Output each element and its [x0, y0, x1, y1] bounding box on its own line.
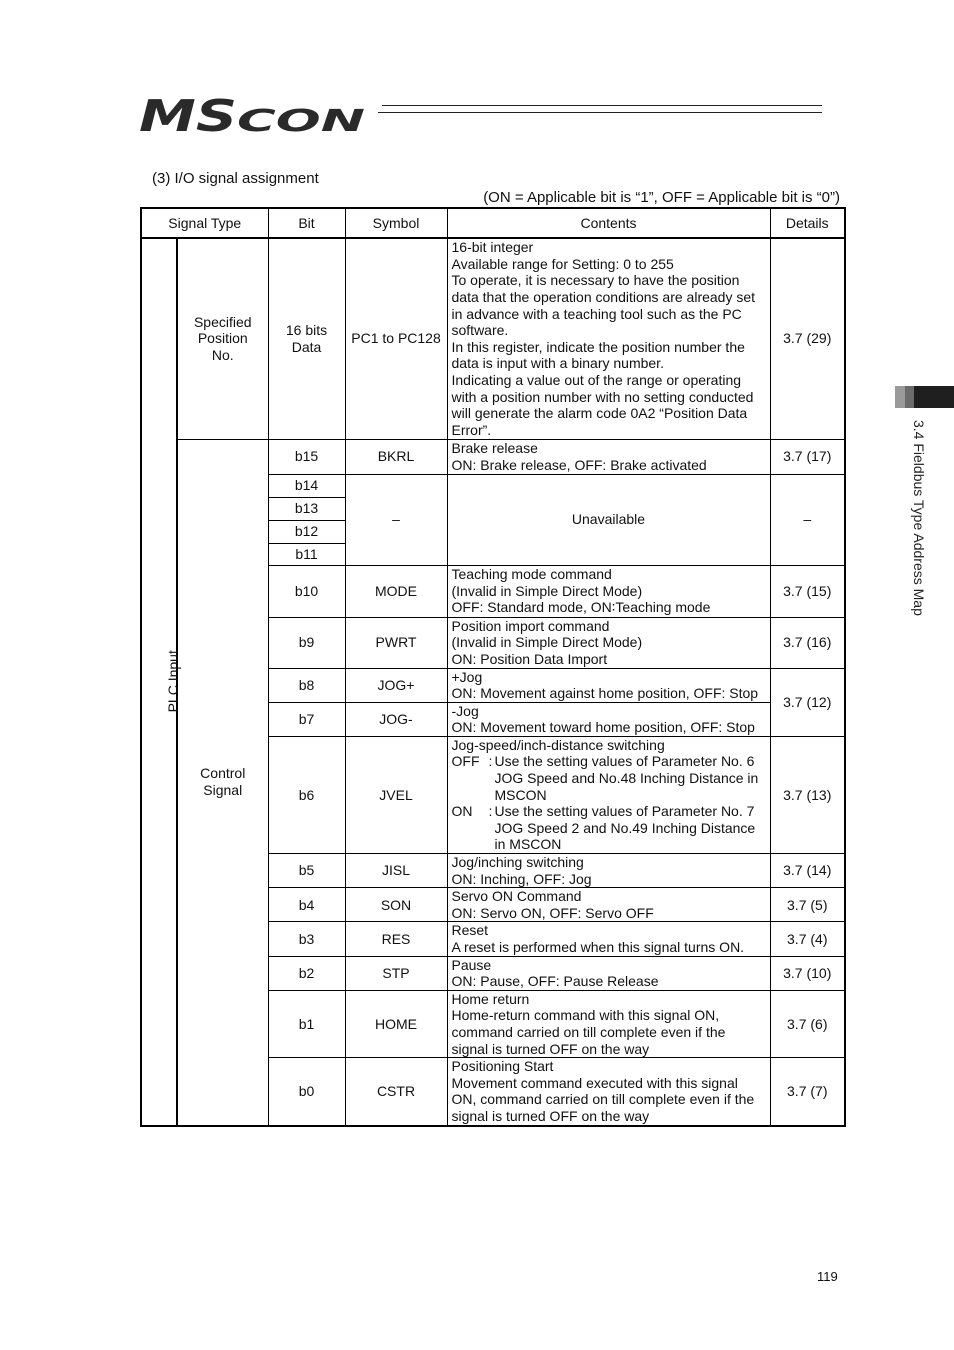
- legend-note: (ON = Applicable bit is “1”, OFF = Applicable bit is “0”): [483, 189, 840, 206]
- header-signal-type: Signal Type: [141, 208, 268, 238]
- symbol-cell: MODE: [345, 565, 447, 617]
- bit-cell: b2: [268, 956, 345, 990]
- contents-cell: Reset A reset is performed when this signal turns ON.: [447, 922, 770, 956]
- contents-cell: -Jog ON: Movement toward home position, OFF: Stop: [447, 702, 770, 736]
- chapter-tab-label: 3.4 Fieldbus Type Address Map: [911, 420, 927, 616]
- symbol-cell: JOG-: [345, 702, 447, 736]
- svg-text:CON: CON: [237, 104, 365, 136]
- details-cell: 3.7 (29): [770, 238, 845, 439]
- symbol-cell: CSTR: [345, 1058, 447, 1126]
- details-cell: 3.7 (17): [770, 439, 845, 474]
- details-cell: 3.7 (16): [770, 617, 845, 668]
- contents-cell: Teaching mode command (Invalid in Simple Direct Mode) OFF: Standard mode, ON∶Teaching mode: [447, 565, 770, 617]
- bit-cell: b4: [268, 888, 345, 922]
- header-rule-top: [382, 105, 822, 106]
- bit-cell: b10: [268, 565, 345, 617]
- bit-cell: b8: [268, 668, 345, 702]
- header-contents: Contents: [447, 208, 770, 238]
- details-cell: 3.7 (12): [770, 668, 845, 736]
- header-rule-bottom: [378, 112, 822, 113]
- symbol-cell: PC1 to PC128: [345, 238, 447, 439]
- details-cell: 3.7 (13): [770, 736, 845, 853]
- header-symbol: Symbol: [345, 208, 447, 238]
- mscon-logo: [137, 96, 369, 136]
- details-cell: 3.7 (7): [770, 1058, 845, 1126]
- contents-cell: Positioning Start Movement command executed with this signal ON, command carried on till complete even if the signal is turned OFF on the way: [447, 1058, 770, 1126]
- symbol-cell: BKRL: [345, 439, 447, 474]
- bit-cell: b12: [268, 520, 345, 543]
- symbol-cell: HOME: [345, 990, 447, 1057]
- table-row: [141, 238, 845, 439]
- bit-cell: 16 bits Data: [268, 238, 345, 439]
- bit-cell: b14: [268, 474, 345, 497]
- details-cell: 3.7 (5): [770, 888, 845, 922]
- bit-cell: b15: [268, 439, 345, 474]
- details-cell: 3.7 (4): [770, 922, 845, 956]
- details-cell: 3.7 (14): [770, 854, 845, 888]
- bit-cell: b7: [268, 702, 345, 736]
- signal-type-control: Control Signal: [177, 439, 268, 1126]
- contents-cell: Jog/inching switching ON: Inching, OFF: Jog: [447, 854, 770, 888]
- symbol-cell: –: [345, 474, 447, 565]
- bit-cell: b0: [268, 1058, 345, 1126]
- bit-cell: b9: [268, 617, 345, 668]
- bit-cell: b13: [268, 497, 345, 520]
- section-heading: (3) I/O signal assignment: [152, 170, 319, 187]
- bit-cell: b3: [268, 922, 345, 956]
- bit-cell: b11: [268, 543, 345, 565]
- header-bit: Bit: [268, 208, 345, 238]
- contents-cell: Unavailable: [447, 474, 770, 565]
- group-label-plc-input: PLC Input: [141, 238, 177, 1126]
- contents-cell: Jog-speed/inch-distance switching OFF : Use the setting values of Parameter No. 6 JOG Speed and No.48 Inching Distance in MSCON ON : Use the setting values of Parameter No. 7 JOG Speed 2 and No.49 Inching Distance in MSCON: [447, 736, 770, 853]
- symbol-cell: SON: [345, 888, 447, 922]
- io-signal-table: [140, 207, 846, 1127]
- bit-cell: b6: [268, 736, 345, 853]
- symbol-cell: JISL: [345, 854, 447, 888]
- symbol-cell: STP: [345, 956, 447, 990]
- symbol-cell: JOG+: [345, 668, 447, 702]
- symbol-cell: PWRT: [345, 617, 447, 668]
- details-cell: 3.7 (15): [770, 565, 845, 617]
- contents-cell: Position import command (Invalid in Simple Direct Mode) ON: Position Data Import: [447, 617, 770, 668]
- contents-cell: +Jog ON: Movement against home position, OFF: Stop: [447, 668, 770, 702]
- details-cell: 3.7 (10): [770, 956, 845, 990]
- contents-cell: Home return Home-return command with this signal ON, command carried on till complete even if the signal is turned OFF on the way: [447, 990, 770, 1057]
- details-cell: 3.7 (6): [770, 990, 845, 1057]
- contents-cell: Pause ON: Pause, OFF: Pause Release: [447, 956, 770, 990]
- chapter-tab: [895, 386, 954, 408]
- bit-cell: b1: [268, 990, 345, 1057]
- symbol-cell: RES: [345, 922, 447, 956]
- bit-cell: b5: [268, 854, 345, 888]
- details-cell: –: [770, 474, 845, 565]
- contents-cell: Brake release ON: Brake release, OFF: Brake activated: [447, 439, 770, 474]
- header-details: Details: [770, 208, 845, 238]
- table-row: [141, 439, 845, 474]
- signal-type-position: Specified Position No.: [177, 238, 268, 439]
- contents-cell: 16-bit integer Available range for Setting: 0 to 255 To operate, it is necessary to have the position data that the operation conditions are already set in advance with a teaching tool such as the PC software. In this register, indicate the position number the data is input with a binary number. Indicating a value out of the range or operating with a position number with no setting conducted will generate the alarm code 0A2 “Position Data Error”.: [447, 238, 770, 439]
- page-number: 119: [817, 1269, 838, 1284]
- svg-text:MS: MS: [139, 96, 237, 136]
- table-header-row: [141, 208, 845, 238]
- symbol-cell: JVEL: [345, 736, 447, 853]
- contents-cell: Servo ON Command ON: Servo ON, OFF: Servo OFF: [447, 888, 770, 922]
